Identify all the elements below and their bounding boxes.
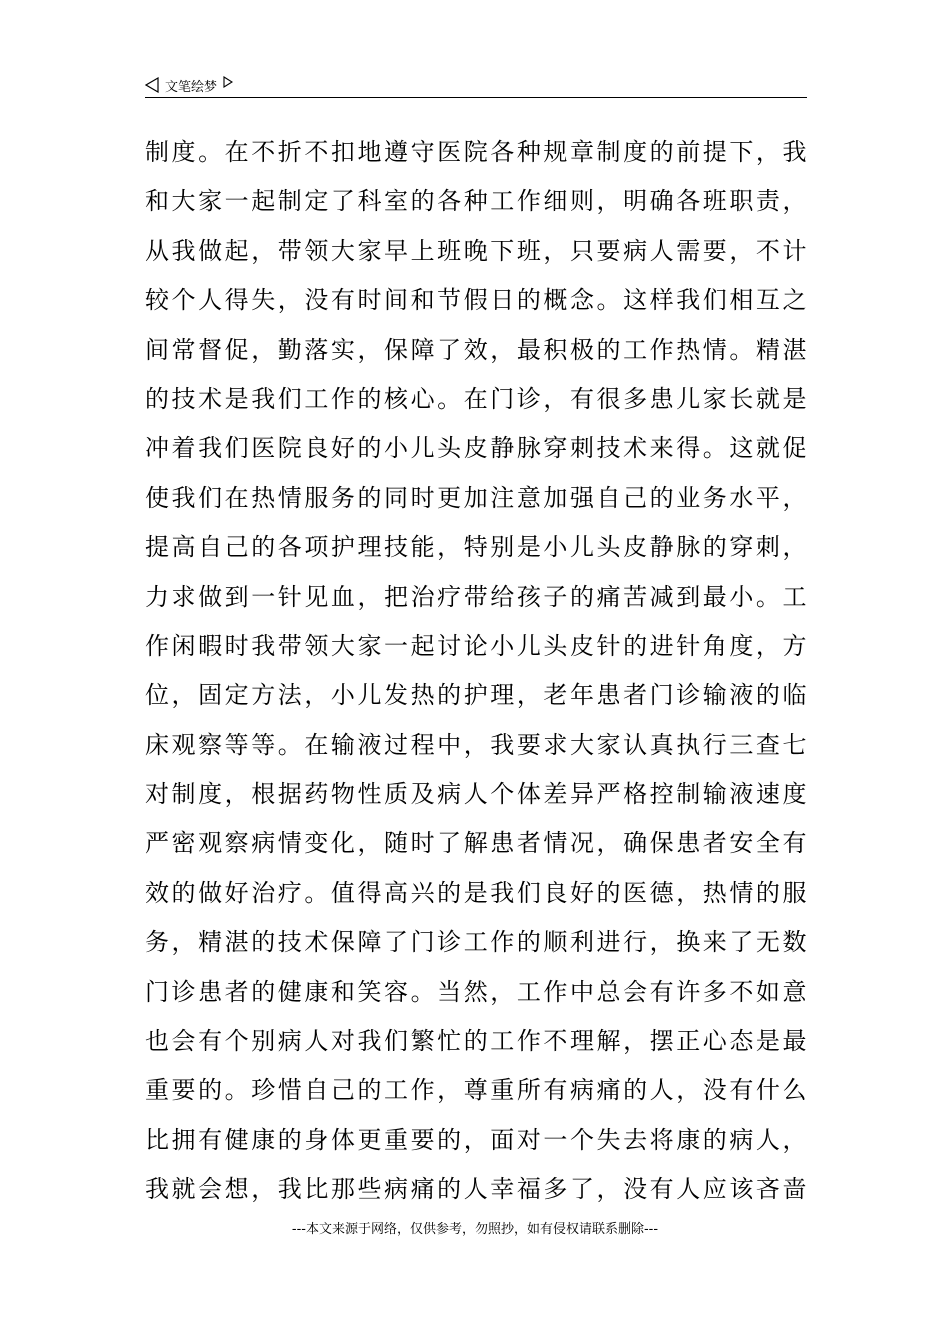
text-line: 严密观察病情变化，随时了解患者情况，确保患者安全有	[145, 829, 807, 858]
text-line: 使我们在热情服务的同时更加注意加强自己的业务水平，	[145, 483, 807, 512]
document-body	[145, 128, 807, 1215]
triangle-left-icon	[145, 77, 159, 93]
text-line: 提高自己的各项护理技能，特别是小儿头皮静脉的穿刺，	[145, 533, 807, 562]
text-line: 也会有个别病人对我们繁忙的工作不理解，摆正心态是最	[145, 1027, 807, 1056]
footer-disclaimer: ---本文来源于网络，仅供参考，勿照抄，如有侵权请联系删除---	[291, 1222, 659, 1237]
text-line: 作闲暇时我带领大家一起讨论小儿头皮针的进针角度，方	[145, 631, 807, 660]
text-line: 间常督促，勤落实，保障了效，最积极的工作热情。精湛	[145, 335, 807, 364]
text-line: 位，固定方法，小儿发热的护理，老年患者门诊输液的临	[145, 681, 807, 710]
text-line: 制度。在不折不扣地遵守医院各种规章制度的前提下，我	[145, 138, 807, 166]
header-brand-text: 文笔绘梦	[165, 79, 218, 95]
text-line: 效的做好治疗。值得高兴的是我们良好的医德，热情的服	[145, 878, 807, 907]
page-header	[145, 72, 807, 98]
header-divider	[145, 97, 807, 98]
text-line: 比拥有健康的身体更重要的，面对一个失去将康的病人，	[145, 1125, 807, 1154]
text-line: 和大家一起制定了科室的各种工作细则，明确各班职责，	[145, 187, 807, 216]
text-line: 门诊患者的健康和笑容。当然，工作中总会有许多不如意	[145, 977, 807, 1006]
text-line: 从我做起，带领大家早上班晚下班，只要病人需要，不计	[145, 236, 807, 265]
text-line: 重要的。珍惜自己的工作，尊重所有病痛的人，没有什么	[145, 1076, 807, 1105]
triangle-right-icon	[223, 76, 233, 88]
text-line: 务，精湛的技术保障了门诊工作的顺利进行，换来了无数	[145, 928, 807, 957]
text-line: 较个人得失，没有时间和节假日的概念。这样我们相互之	[145, 286, 807, 315]
text-line: 床观察等等。在输液过程中，我要求大家认真执行三查七	[145, 730, 807, 759]
text-line: 我就会想，我比那些病痛的人幸福多了，没有人应该吝啬	[145, 1175, 807, 1204]
text-line: 对制度，根据药物性质及病人个体差异严格控制输液速度	[145, 780, 807, 809]
text-line: 的技术是我们工作的核心。在门诊，有很多患儿家长就是	[145, 384, 807, 413]
text-line: 冲着我们医院良好的小儿头皮静脉穿刺技术来得。这就促	[145, 434, 807, 463]
text-line: 力求做到一针见血，把治疗带给孩子的痛苦减到最小。工	[145, 582, 807, 611]
